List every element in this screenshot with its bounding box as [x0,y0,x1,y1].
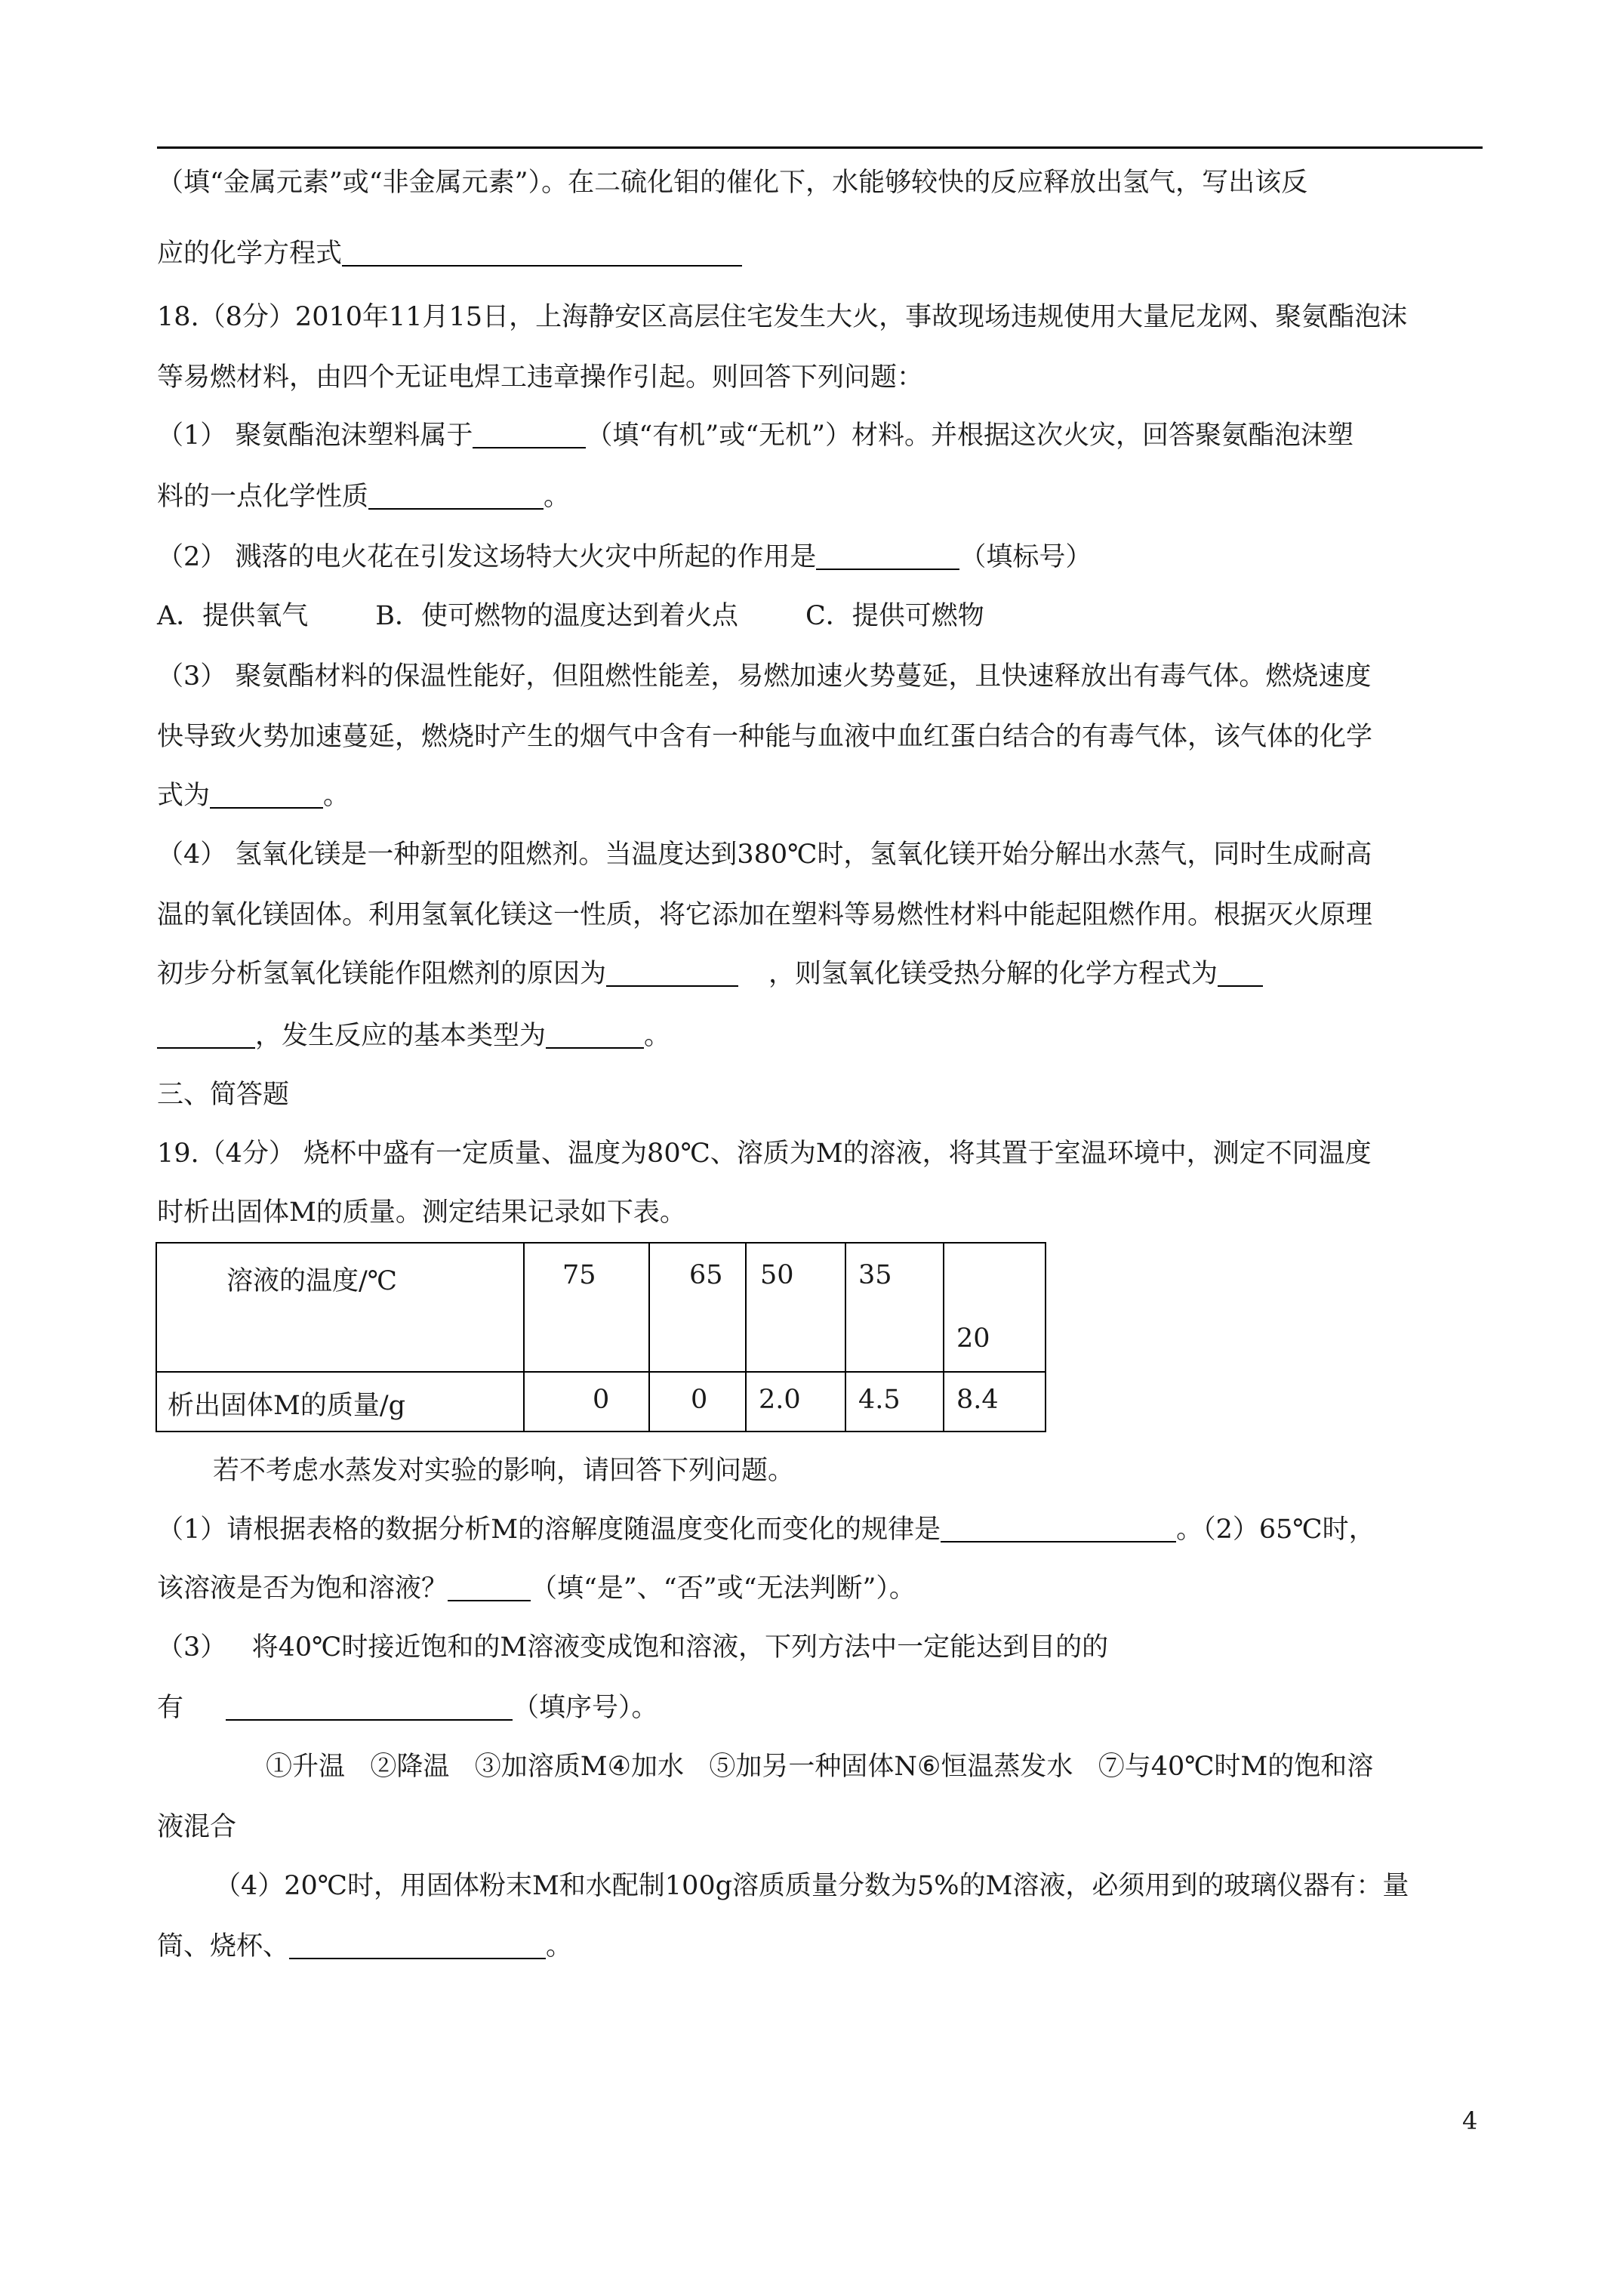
table-cell: 50 [746,1243,845,1372]
text-line: 筒、烧杯、 。 [157,1931,573,1962]
question-18-2: （2） 溅落的电火花在引发这场特大火灾中所起的作用是 （填标号） [157,542,1092,572]
question-18-1: （1） 聚氨酯泡沫塑料属于 （填“有机”或“无机”）材料。并根据这次火灾，回答聚氨酯泡沫塑 [157,421,1354,451]
text-line: 等易燃材料，由四个无证电焊工违章操作引起。则回答下列问题： [157,362,924,393]
answer-blank[interactable] [342,238,742,267]
answer-blank[interactable] [546,1020,644,1049]
text-line: ，发生反应的基本类型为 。 [157,1019,670,1052]
table-row [156,1372,1046,1432]
header-rule [157,146,1483,149]
answer-blank[interactable] [1218,958,1263,987]
text-line: 式为 。 [157,781,350,811]
answer-blank[interactable] [448,1573,531,1601]
answer-blank[interactable] [606,958,738,987]
table-cell: 35 [845,1243,944,1372]
text-line: 若不考虑水蒸发对实验的影响，请回答下列问题。 [213,1456,795,1486]
data-table [156,1242,1046,1432]
table-cell: 75 [524,1243,649,1372]
answer-blank[interactable] [157,1020,255,1049]
text-line: 料的一点化学性质 。 [157,482,571,512]
text-line: 应的化学方程式 [157,237,742,270]
question-19-2: 该溶液是否为饱和溶液？ （填“是”、“否”或“无法判断”）。 [157,1573,916,1604]
table-cell: 65 [649,1243,746,1372]
text-line: 初步分析氢氧化镁能作阻燃剂的原因为 ，则氢氧化镁受热分解的化学方程式为 [157,957,1263,991]
answer-blank[interactable] [210,780,323,809]
question-19-3: （3） 将40℃时接近饱和的M溶液变成饱和溶液，下列方法中一定能达到目的的 [157,1632,1109,1663]
table-cell: 析出固体M的质量/g [156,1372,524,1432]
question-18-4: （4） 氢氧化镁是一种新型的阻燃剂。当温度达到380℃时，氢氧化镁开始分解出水蒸气，同时生成耐高 [157,840,1372,870]
table-cell: 溶液的温度/℃ [156,1243,524,1372]
answer-blank[interactable] [226,1692,513,1721]
question-19-1: （1）请根据表格的数据分析M的溶解度随温度变化而变化的规律是 。（2）65℃时， [157,1515,1375,1545]
table-row [156,1243,1046,1372]
question-18-intro: 18.（8分）2010年11月15日，上海静安区高层住宅发生大火，事故现场违规使用大量尼龙网、聚氨酯泡沫 [157,302,1408,332]
table-cell: 2.0 [746,1372,845,1432]
question-19-intro: 19.（4分） 烧杯中盛有一定质量、温度为80℃、溶质为M的溶液，将其置于室温环境中，测定不同温度 [157,1139,1372,1169]
table-cell: 0 [649,1372,746,1432]
text-line: 液混合 [157,1812,237,1842]
answer-blank[interactable] [941,1514,1176,1542]
answer-blank[interactable] [473,420,586,448]
table-cell: 20 [944,1243,1046,1372]
table-cell: 0 [524,1372,649,1432]
text-line: （填“金属元素”或“非金属元素”）。在二硫化钼的催化下，水能够较快的反应释放出氢气，写出该反 [157,168,1308,198]
question-19-4: （4）20℃时，用固体粉末M和水配制100g溶质质量分数为5%的M溶液，必须用到的玻璃仪器有：量 [214,1871,1409,1901]
page-number: 4 [1462,2106,1478,2135]
text-line: 有 （填序号）。 [157,1693,658,1723]
text-line: 快导致火势加速蔓延，燃烧时产生的烟气中含有一种能与血液中血红蛋白结合的有毒气体，该气体的化学 [157,722,1373,752]
answer-blank[interactable] [816,541,959,570]
table-cell: 4.5 [845,1372,944,1432]
question-18-3: （3） 聚氨酯材料的保温性能好，但阻燃性能差，易燃加速火势蔓延，且快速释放出有毒气体。燃烧速度 [157,661,1372,692]
answer-blank[interactable] [289,1931,546,1959]
answer-blank[interactable] [368,481,544,510]
question-19-3-options: ①升温 ②降温 ③加溶质M④加水 ⑤加另一种固体N⑥恒温蒸发水 ⑦与40℃时M的饱和溶 [266,1752,1374,1782]
table-cell: 8.4 [944,1372,1046,1432]
section-heading: 三、简答题 [157,1080,290,1110]
question-18-2-options: A．提供氧气 B．使可燃物的温度达到着火点 C．提供可燃物 [157,601,984,631]
text-line: 温的氧化镁固体。利用氢氧化镁这一性质，将它添加在塑料等易燃性材料中能起阻燃作用。根据灭火原理 [157,900,1373,930]
text-line: 时析出固体M的质量。测定结果记录如下表。 [157,1197,686,1228]
